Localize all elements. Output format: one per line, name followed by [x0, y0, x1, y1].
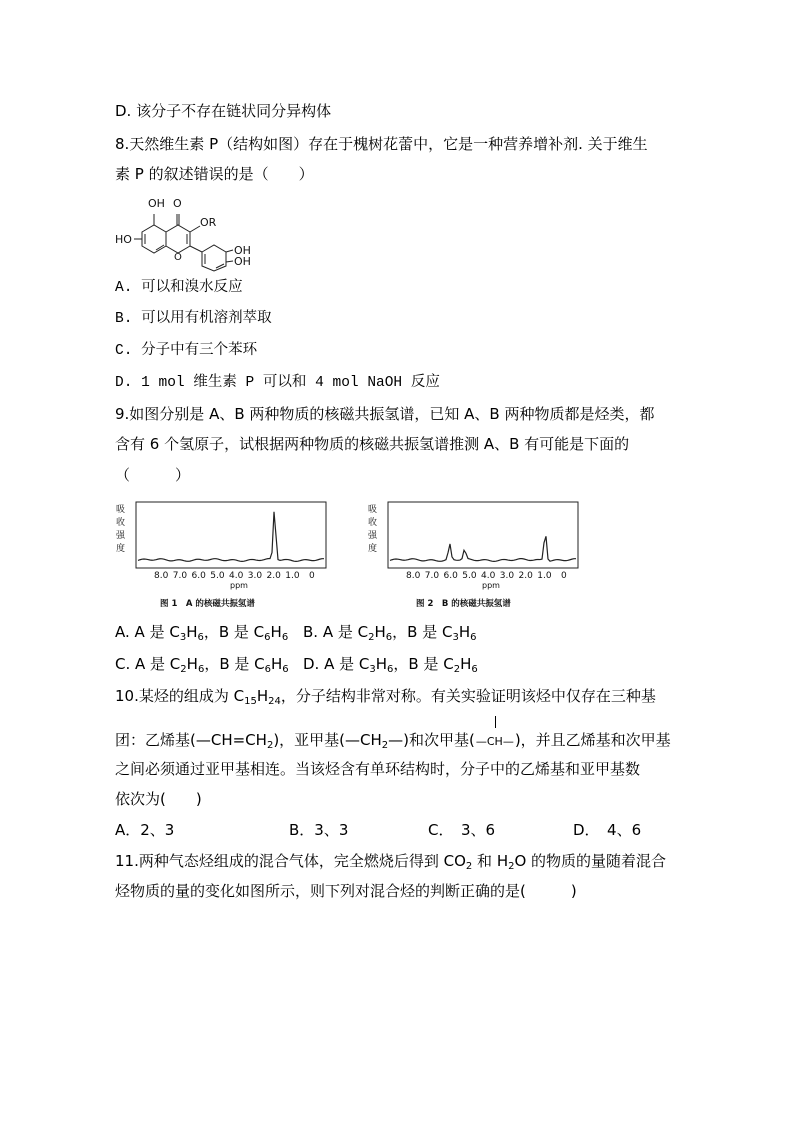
struct-ring-o: O — [174, 252, 182, 263]
spec-b-tick-label: 6.0 — [443, 571, 458, 581]
vitamin-p-structure — [112, 192, 262, 272]
q8-option-c: C. 分子中有三个苯环 — [115, 343, 258, 359]
spec-a-trace — [138, 512, 324, 562]
q8-option-a: A. 可以和溴水反应 — [115, 280, 243, 296]
struct-oh3: OH — [234, 255, 251, 268]
spec-b-tick-label: 0 — [561, 571, 567, 581]
spec-a-xunit: ppm — [230, 581, 248, 590]
spec-b-caption: 图 2 B 的核磁共振氢谱 — [416, 599, 511, 609]
spec-b-tick-label: 2.0 — [518, 571, 533, 581]
q9-stem-line2: 含有 6 个氢原子，试根据两种物质的核磁共振氢谱推测 A、B 有可能是下面的 — [115, 435, 630, 453]
q8-stem-line1: 8.天然维生素 P（结构如图）存在于槐树花蕾中，它是一种营养增补剂. 关于维生 — [115, 135, 648, 153]
spec-a-tick-label: 5.0 — [210, 571, 225, 581]
spec-a-tick-label: 3.0 — [247, 571, 263, 581]
q9-option-d: D. A 是 $C_3H_6$，B 是 $C_2H_6$ — [303, 655, 478, 675]
spec-b-tick-label: 5.0 — [462, 571, 477, 581]
q9-option-b: B. A 是 $C_2H_6$，B 是 $C_3H_6$ — [303, 623, 477, 643]
spec-a-tick-label: 8.0 — [154, 571, 169, 581]
spec-a-tick-label: 1.0 — [285, 571, 300, 581]
nmr-spectrum-a — [112, 498, 332, 614]
q10-stem-line1: 10.某烃的组成为 $C_{15}H_{24}$，分子结构非常对称。有关实验证明该烃中仅存在三种基 — [115, 687, 656, 707]
spec-a-tick-label: 0 — [309, 571, 315, 581]
spec-b-ylabel-char: 收 — [368, 518, 378, 528]
q8-stem-line2: 素 P 的叙述错误的是（ ） — [115, 165, 314, 183]
q9-options-row2 — [115, 654, 715, 676]
q8-option-b: B. 可以用有机溶剂萃取 — [115, 311, 272, 327]
spec-a-tick-label: 2.0 — [266, 571, 281, 581]
q10-options — [115, 820, 675, 842]
spec-a-ylabel-char: 度 — [116, 544, 126, 554]
struct-oh1: OH — [148, 197, 165, 210]
spec-b-ylabel-char: 强 — [368, 531, 378, 541]
q10-stem-line3: 之间必须通过亚甲基相连。当该烃含有单环结构时，分子中的乙烯基和亚甲基数 — [115, 760, 641, 778]
methine-group: —CH— — [475, 732, 515, 752]
spec-b-ylabel-char: 度 — [368, 544, 378, 554]
q10-stem-line2: 团：乙烯基$(—CH=CH_2)$，亚甲基$(—CH_2—)$和次甲基( —CH—)，并且乙烯基和次甲基 — [115, 730, 671, 752]
struct-oh2: OH — [234, 244, 251, 257]
q10-option-c: C． 3、6 — [428, 821, 496, 839]
nmr-spectrum-b — [364, 498, 584, 614]
spec-b-tick-label: 1.0 — [537, 571, 552, 581]
q9-option-a: A. A 是 $C_3H_6$，B 是 $C_6H_6$ — [115, 623, 289, 643]
q10-stem-line4: 依次为( ) — [115, 790, 202, 808]
q8-option-d: D. 1 mol 维生素 P 可以和 4 mol NaOH 反应 — [115, 375, 440, 391]
q10-option-a: A．2、3 — [115, 821, 175, 839]
struct-ho: HO — [115, 233, 132, 246]
spec-a-ylabel-char: 吸 — [116, 505, 126, 515]
spec-a-tick-label: 6.0 — [191, 571, 206, 581]
q7-option-d: D. 该分子不存在链状同分异构体 — [115, 102, 332, 120]
spec-a-ylabel-char: 收 — [116, 518, 126, 528]
spec-a-ylabel-char: 强 — [116, 531, 126, 541]
q9-options-row1 — [115, 622, 715, 644]
spec-b-tick-label: 4.0 — [481, 571, 496, 581]
spec-b-tick-label: 7.0 — [424, 571, 440, 581]
spec-b-xunit: ppm — [482, 581, 500, 590]
struct-o: O — [173, 197, 182, 210]
q9-stem-line3: （ ） — [115, 466, 191, 484]
spec-a-tick-label: 4.0 — [229, 571, 244, 581]
q11-stem-line1: 11.两种气态烃组成的混合气体，完全燃烧后得到 $CO_2$ 和 $H_2O$ 的物质的量随着混合 — [115, 852, 667, 872]
q9-stem-line1: 9.如图分别是 A、B 两种物质的核磁共振氢谱，已知 A、B 两种物质都是烃类，都 — [115, 405, 655, 423]
q11-stem-line2: 烃物质的量的变化如图所示，则下列对混合烃的判断正确的是( ) — [115, 882, 577, 900]
spec-a-tick-label: 7.0 — [172, 571, 188, 581]
spec-a-caption: 图 1 A 的核磁共振氢谱 — [160, 599, 255, 609]
struct-or: OR — [200, 216, 217, 229]
q9-option-c: C. A 是 $C_2H_6$，B 是 $C_6H_6$ — [115, 655, 289, 675]
spec-b-trace — [390, 536, 576, 561]
q10-option-b: B．3、3 — [289, 821, 349, 839]
spec-b-tick-label: 3.0 — [499, 571, 515, 581]
spec-b-ylabel-char: 吸 — [368, 505, 378, 515]
q10-option-d: D． 4、6 — [573, 821, 642, 839]
spec-b-tick-label: 8.0 — [406, 571, 421, 581]
